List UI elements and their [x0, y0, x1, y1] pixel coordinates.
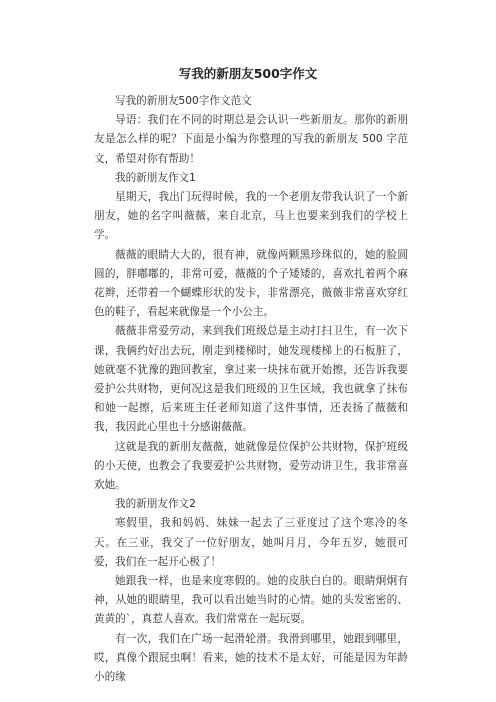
paragraph: 这就是我的新朋友薇薇，她就像是位保护公共财物，保护班级的小天使，也教会了我要爱护公共财物，爱劳动讲卫生，我非常喜欢她。 [94, 440, 408, 492]
paragraph: 薇薇的眼睛大大的，很有神，就像两颗黑珍珠似的，她的脸圆圆的，胖嘟嘟的，非常可爱，薇薇的个子矮矮的，喜欢扎着两个麻花辫，还带着一个蝴蝶形状的发卡，非常漂亮，薇薇非常喜欢穿红色的鞋子，看起来就像是一个小公主。 [94, 248, 408, 319]
paragraph: 星期天，我出门玩得时候，我的一个老朋友带我认识了一个新朋友，她的名字叫薇薇，来自北京，马上也要来到我们的学校上学。 [94, 191, 408, 242]
section-heading: 我的新朋友作文1 [115, 171, 196, 184]
paragraph: 寒假里，我和妈妈、妹妹一起去了三亚度过了这个寒冷的冬天。在三亚，我交了一位好朋友，她叫月月，今年五岁，她很可爱，我们在一起开心极了！ [94, 517, 408, 568]
document-title: 写我的新朋友500字作文 [178, 66, 318, 81]
paragraph: 她跟我一样，也是来度寒假的。她的皮肤白白的。眼睛炯炯有神，从她的眼睛里，我可以看出她当时的心情。她的头发密密的、黄黄的`，真惹人喜欢。我们常常在一起玩耍。 [94, 575, 408, 626]
paragraph: 有一次，我们在广场一起滑轮滑。我滑到哪里，她跟到哪里，哎，真像个跟屁虫啊！看来，她的技术不是太好，可能是因为年龄小的缘 [94, 632, 408, 684]
paragraph: 薇薇非常爱劳动，来到我们班级总是主动打扫卫生，有一次下课，我俩约好出去玩，刚走到楼梯时，她发现楼梯上的石板脏了，她就毫不犹豫的跑回教室，拿过来一块抹布就开始擦，还告诉我要爱护公共财物，更何况这是我们班级的卫生区域，我也就拿了抹布和她一起擦，后来班主任老师知道了这件事情，还表扬了薇薇和我，我因此心里也十分感谢薇薇。 [94, 325, 408, 434]
paragraph: 写我的新朋友500字作文范文 [115, 95, 252, 107]
section-heading: 我的新朋友作文2 [115, 498, 196, 511]
paragraph: 导语：我们在不同的时期总是会认识一些新朋友。那你的新朋友是怎么样的呢？下面是小编为你整理的写我的新朋友 500 字范文，希望对你有帮助！ [94, 114, 408, 165]
document-body [94, 92, 408, 687]
